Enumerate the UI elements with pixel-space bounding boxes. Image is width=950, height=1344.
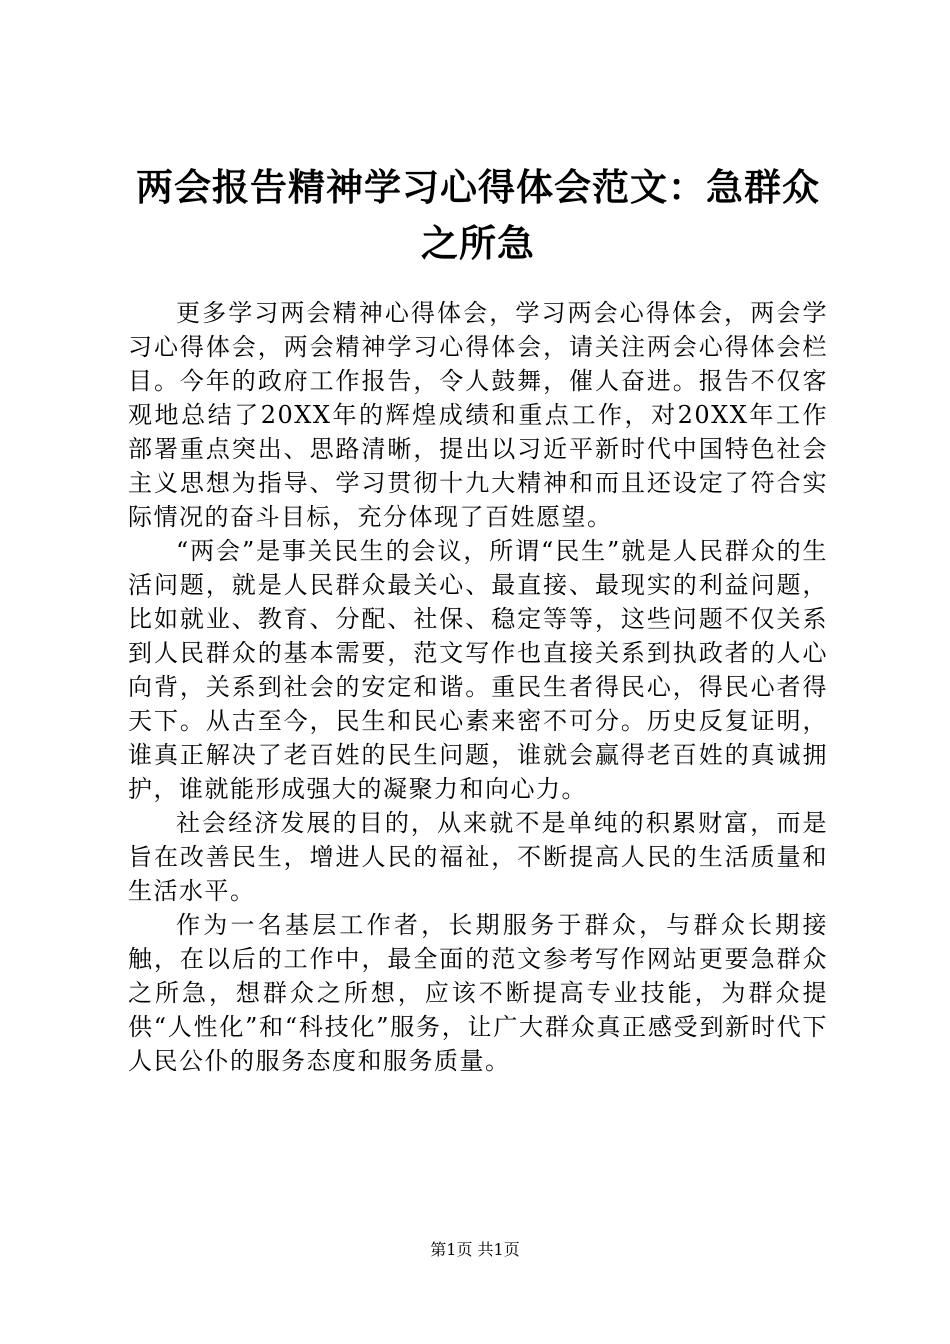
page-number-footer: 第1页 共1页 [430, 1240, 520, 1259]
paragraph-4: 作为一名基层工作者，长期服务于群众，与群众长期接触，在以后的工作中，最全面的范文参考写作网站更要急群众之所急，想群众之所想，应该不断提高专业技能，为群众提供“人性化”和“科技化”服务，让广大群众真正感受到新时代下人民公仆的服务态度和服务质量。 [128, 911, 828, 1075]
document-title: 两会报告精神学习心得体会范文：急群众之所急 [136, 166, 820, 265]
paragraph-3: 社会经济发展的目的，从来就不是单纯的积累财富，而是旨在改善民生，增进人民的福祉，不断提高人民的生活质量和生活水平。 [128, 809, 828, 905]
paragraph-1: 更多学习两会精神心得体会，学习两会心得体会，两会学习心得体会，两会精神学习心得体会，请关注两会心得体会栏目。今年的政府工作报告，令人鼓舞，催人奋进。报告不仅客观地总结了20XX年的辉煌成绩和重点工作，对20XX年工作部署重点突出、思路清晰，提出以习近平新时代中国特色社会主义思想为指导、学习贯彻十九大精神和而且还设定了符合实际情况的奋斗目标，充分体现了百姓愿望。 [128, 299, 828, 531]
document-body [128, 296, 828, 1078]
paragraph-2: “两会”是事关民生的会议，所谓“民生”就是人民群众的生活问题，就是人民群众最关心、最直接、最现实的利益问题，比如就业、教育、分配、社保、稳定等等，这些问题不仅关系到人民群众的基本需要，范文写作也直接关系到执政者的人心向背，关系到社会的安定和谐。重民生者得民心，得民心者得天下。从古至今，民生和民心素来密不可分。历史反复证明，谁真正解决了老百姓的民生问题，谁就会赢得老百姓的真诚拥护，谁就能形成强大的凝聚力和向心力。 [128, 537, 828, 803]
